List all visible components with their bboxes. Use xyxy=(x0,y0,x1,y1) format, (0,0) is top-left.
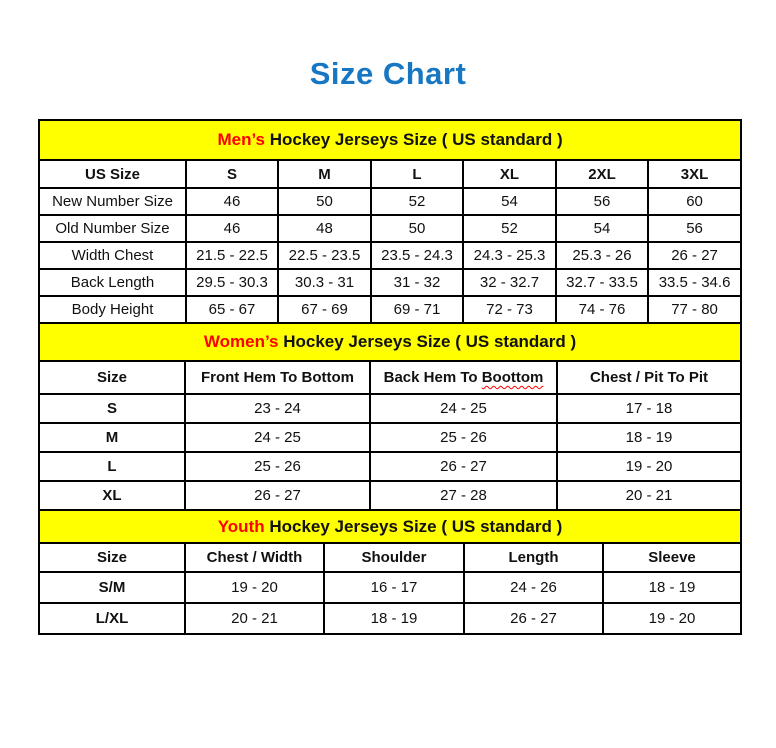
size-value-cell: 50 xyxy=(278,188,371,215)
row-label: XL xyxy=(39,481,185,510)
size-value-cell: 32 - 32.7 xyxy=(463,269,556,296)
size-value-cell: 26 - 27 xyxy=(185,481,370,510)
page-title: Size Chart xyxy=(309,56,467,91)
size-value-cell: 46 xyxy=(186,215,278,242)
size-value-cell: 25.3 - 26 xyxy=(556,242,648,269)
size-value-cell: 19 - 20 xyxy=(557,452,741,481)
size-value-cell: 32.7 - 33.5 xyxy=(556,269,648,296)
size-value-cell: 26 - 27 xyxy=(648,242,741,269)
size-value-cell: 54 xyxy=(556,215,648,242)
size-value-cell: 33.5 - 34.6 xyxy=(648,269,741,296)
size-value-cell: 46 xyxy=(186,188,278,215)
row-label: Width Chest xyxy=(39,242,186,269)
size-value-cell: 25 - 26 xyxy=(370,423,557,452)
size-value-cell: 24 - 25 xyxy=(370,394,557,423)
table-row xyxy=(39,296,741,323)
table-row xyxy=(39,215,741,242)
column-header: Shoulder xyxy=(324,543,464,572)
section-band-row xyxy=(39,323,741,361)
size-value-cell: 65 - 67 xyxy=(186,296,278,323)
section-band-text: Hockey Jerseys Size ( US standard ) xyxy=(278,332,577,351)
size-value-cell: 23 - 24 xyxy=(185,394,370,423)
size-value-cell: 22.5 - 23.5 xyxy=(278,242,371,269)
size-value-cell: 26 - 27 xyxy=(370,452,557,481)
size-value-cell: 52 xyxy=(463,215,556,242)
column-header: 3XL xyxy=(648,160,741,188)
size-value-cell: 56 xyxy=(648,215,741,242)
column-header: S xyxy=(186,160,278,188)
table-row xyxy=(39,242,741,269)
column-header: Size xyxy=(39,543,185,572)
column-header: Chest / Width xyxy=(185,543,324,572)
mens-size-table xyxy=(38,119,742,324)
misspelled-word: Boottom xyxy=(481,369,544,386)
column-header: Back Hem To Boottom xyxy=(370,361,557,394)
row-label: S xyxy=(39,394,185,423)
column-header: M xyxy=(278,160,371,188)
table-row xyxy=(39,481,741,510)
size-value-cell: 19 - 20 xyxy=(603,603,741,634)
section-band-highlight: Men’s xyxy=(217,130,265,149)
size-value-cell: 20 - 21 xyxy=(557,481,741,510)
column-header-row xyxy=(39,361,741,394)
row-label: Body Height xyxy=(39,296,186,323)
mens-section-band xyxy=(39,120,741,160)
size-value-cell: 21.5 - 22.5 xyxy=(186,242,278,269)
section-band-text: Hockey Jerseys Size ( US standard ) xyxy=(264,516,563,536)
table-row xyxy=(39,269,741,296)
row-label: L/XL xyxy=(39,603,185,634)
section-band-row xyxy=(39,120,741,160)
size-value-cell: 56 xyxy=(556,188,648,215)
row-label: S/M xyxy=(39,572,185,603)
size-value-cell: 23.5 - 24.3 xyxy=(371,242,463,269)
column-header-row xyxy=(39,543,741,572)
column-header: L xyxy=(371,160,463,188)
size-value-cell: 60 xyxy=(648,188,741,215)
column-header: Front Hem To Bottom xyxy=(185,361,370,394)
table-row xyxy=(39,394,741,423)
column-header: Length xyxy=(464,543,603,572)
size-value-cell: 29.5 - 30.3 xyxy=(186,269,278,296)
size-value-cell: 20 - 21 xyxy=(185,603,324,634)
size-value-cell: 24 - 26 xyxy=(464,572,603,603)
size-value-cell: 69 - 71 xyxy=(371,296,463,323)
size-value-cell: 18 - 19 xyxy=(557,423,741,452)
size-value-cell: 16 - 17 xyxy=(324,572,464,603)
column-header: Size xyxy=(39,361,185,394)
size-value-cell: 18 - 19 xyxy=(324,603,464,634)
section-band-text: Hockey Jerseys Size ( US standard ) xyxy=(265,130,563,149)
column-header: US Size xyxy=(39,160,186,188)
size-value-cell: 52 xyxy=(371,188,463,215)
size-value-cell: 27 - 28 xyxy=(370,481,557,510)
size-chart-page xyxy=(0,56,776,748)
size-value-cell: 48 xyxy=(278,215,371,242)
youth-size-table xyxy=(38,509,742,635)
column-header: Chest / Pit To Pit xyxy=(557,361,741,394)
size-value-cell: 18 - 19 xyxy=(603,572,741,603)
row-label: Back Length xyxy=(39,269,186,296)
table-row xyxy=(39,603,741,634)
youth-section-band xyxy=(39,510,741,543)
column-header: XL xyxy=(463,160,556,188)
size-value-cell: 25 - 26 xyxy=(185,452,370,481)
table-row xyxy=(39,452,741,481)
section-band-highlight: Women’s xyxy=(203,332,279,351)
size-value-cell: 17 - 18 xyxy=(557,394,741,423)
size-value-cell: 54 xyxy=(463,188,556,215)
size-value-cell: 24.3 - 25.3 xyxy=(463,242,556,269)
size-value-cell: 24 - 25 xyxy=(185,423,370,452)
column-header: Sleeve xyxy=(603,543,741,572)
size-value-cell: 26 - 27 xyxy=(464,603,603,634)
size-tables xyxy=(38,119,740,635)
womens-section-band xyxy=(39,323,741,361)
row-label: Old Number Size xyxy=(39,215,186,242)
row-label: New Number Size xyxy=(39,188,186,215)
size-value-cell: 30.3 - 31 xyxy=(278,269,371,296)
column-header: 2XL xyxy=(556,160,648,188)
table-row xyxy=(39,423,741,452)
size-value-cell: 67 - 69 xyxy=(278,296,371,323)
size-value-cell: 74 - 76 xyxy=(556,296,648,323)
womens-size-table xyxy=(38,322,742,511)
size-value-cell: 50 xyxy=(371,215,463,242)
size-value-cell: 31 - 32 xyxy=(371,269,463,296)
row-label: L xyxy=(39,452,185,481)
size-value-cell: 77 - 80 xyxy=(648,296,741,323)
column-header-row xyxy=(39,160,741,188)
row-label: M xyxy=(39,423,185,452)
section-band-row xyxy=(39,510,741,543)
section-band-highlight: Youth xyxy=(217,516,265,536)
size-value-cell: 72 - 73 xyxy=(463,296,556,323)
size-value-cell: 19 - 20 xyxy=(185,572,324,603)
table-row xyxy=(39,188,741,215)
table-row xyxy=(39,572,741,603)
